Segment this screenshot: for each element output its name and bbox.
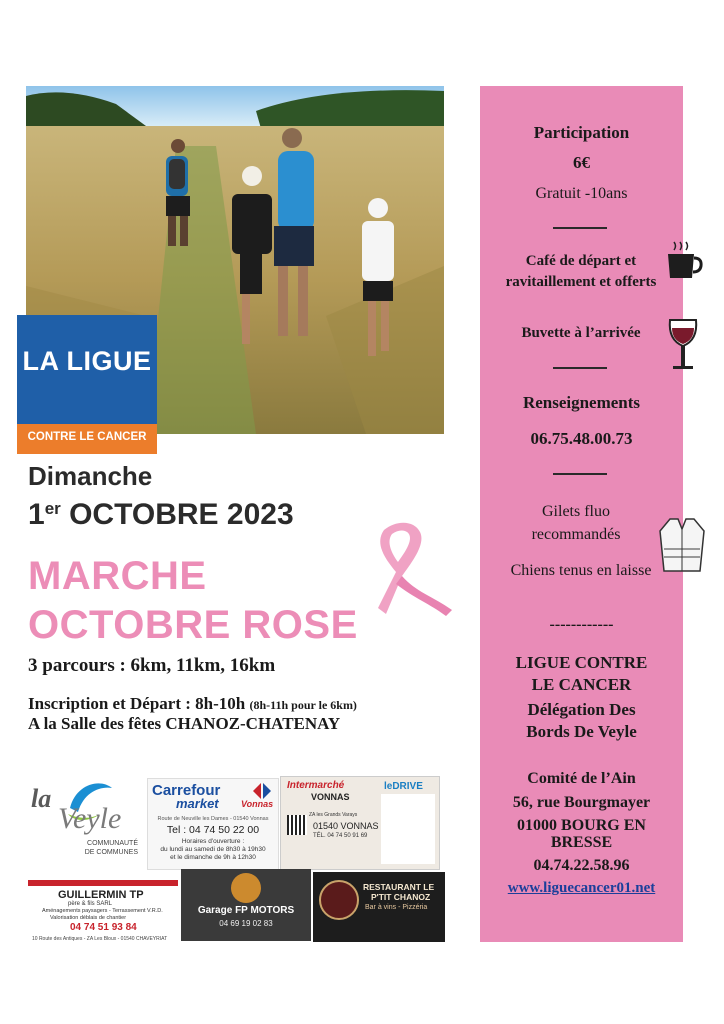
gilets-text: Gilets fluo recommandés [531, 503, 621, 543]
logo-orange-block [17, 424, 157, 454]
contact-phone: 06.75.48.00.73 [530, 429, 633, 448]
event-date [28, 498, 294, 532]
garage-logo-icon [231, 873, 261, 903]
event-title-line2: OCTOBRE ROSE [28, 603, 358, 647]
veyle-line1: COMMUNAUTÉ [87, 840, 138, 847]
carrefour-tel: Tel : 04 74 50 22 00 [166, 824, 260, 836]
chiens-text: Chiens tenus en laisse [510, 562, 652, 579]
sponsor-restaurant [313, 872, 445, 942]
sponsor-veyle [28, 774, 143, 862]
garage-tel: 04 69 19 02 83 [219, 919, 273, 928]
carrefour-address: Route de Neuville les Dames - 01540 Vonnas [157, 816, 269, 822]
coffee-cup-icon [664, 240, 704, 282]
restaurant-line2: P'TIT CHANOZ [371, 892, 431, 902]
ligue-logo [17, 315, 157, 454]
date-number: 1 [28, 498, 45, 531]
event-title-line1: MARCHE [28, 554, 207, 598]
carrefour-hours2: et le dimanche de 9h à 12h30 [170, 854, 256, 861]
restaurant-logo-icon [319, 880, 359, 920]
restaurant-line3: Bar à vins - Pizzéria [365, 904, 428, 911]
website-link[interactable]: www.liguecancer01.net [507, 880, 656, 896]
sponsor-carrefour [147, 778, 279, 870]
carrefour-hours-label: Horaires d'ouverture : [181, 838, 245, 845]
guillermin-line2: Aménagements paysagers - Terrassement V.R.D. [42, 908, 163, 914]
intermarche-name: Intermarché [287, 780, 345, 791]
inscription-note: (8h-11h pour le 6km) [249, 698, 357, 712]
date-superscript: er [44, 499, 61, 518]
garage-name: Garage FP MOTORS [197, 905, 295, 916]
guillermin-line3: Valorisation déblais de chantier [50, 915, 127, 921]
veyle-la: la [31, 784, 52, 813]
inscription-text [28, 694, 357, 714]
org-phone: 04.74.22.58.96 [533, 857, 630, 874]
location-text: A la Salle des fêtes CHANOZ-CHATENAY [28, 714, 341, 733]
renseignements-label: Renseignements [522, 393, 641, 412]
carrefour-name: Carrefour [152, 782, 221, 799]
guillermin-tel: 04 74 51 93 84 [70, 922, 137, 933]
qr-code-icon [287, 815, 307, 835]
website-container [480, 880, 683, 897]
org-line2: LE CANCER [531, 675, 632, 694]
pink-ribbon-icon [356, 522, 456, 618]
comite: Comité de l’Ain [527, 770, 636, 787]
dashes-separator: ------------ [549, 616, 614, 633]
wine-glass-icon [666, 318, 700, 374]
guillermin-name: GUILLERMIN TP [58, 889, 144, 901]
carrefour-hours1: du lundi au samedi de 8h30 à 19h30 [160, 846, 266, 853]
org-line4: Bords De Veyle [526, 722, 637, 741]
street: 56, rue Bourgmayer [512, 794, 651, 811]
carrefour-city: Vonnas [241, 799, 274, 809]
logo-sub-text: CONTRE LE CANCER [27, 431, 147, 443]
intermarche-info-panel [381, 794, 435, 864]
separator [553, 227, 607, 229]
separator [553, 473, 607, 475]
free-under-10: Gratuit -10ans [535, 185, 628, 202]
intermarche-tel: TÉL. 04 74 50 91 69 [313, 833, 368, 839]
guillermin-address: 10 Route des Antiques - ZA Les Bloux - 01540 CHAVEYRIAT [32, 936, 168, 942]
sponsor-intermarche [280, 776, 440, 870]
guillermin-sub: père & fils SARL [68, 901, 113, 907]
sponsor-guillermin [28, 880, 178, 947]
veyle-line2: DE COMMUNES [84, 849, 138, 856]
event-day: Dimanche [28, 461, 153, 491]
org-line1: LIGUE CONTRE [515, 653, 648, 672]
city-line2: BRESSE [550, 834, 613, 851]
parcours-text: 3 parcours : 6km, 11km, 16km [28, 655, 276, 676]
veyle-name: Veyle [58, 802, 122, 835]
restaurant-line1: RESTAURANT LE [363, 882, 435, 892]
intermarche-address: ZA les Grands Varays [309, 812, 358, 818]
price: 6€ [573, 153, 590, 172]
separator [553, 367, 607, 369]
logo-main-text: LA LIGUE [22, 346, 152, 376]
date-month-year: OCTOBRE 2023 [60, 498, 294, 531]
inscription-hours: Inscription et Départ : 8h-10h [28, 694, 250, 713]
cafe-text: Café de départ et ravitaillement et offerts [505, 253, 657, 290]
intermarche-postcode: 01540 VONNAS [313, 821, 379, 831]
org-line3: Délégation Des [527, 700, 636, 719]
city-line1: 01000 BOURG EN [517, 817, 646, 834]
sponsor-garage [181, 869, 311, 941]
buvette-text: Buvette à l’arrivée [521, 325, 641, 341]
intermarche-drive: leDRIVE [384, 781, 423, 792]
carrefour-market: market [176, 796, 219, 811]
participation-label: Participation [533, 123, 630, 142]
carrefour-logo-icon [252, 782, 272, 800]
intermarche-city: VONNAS [311, 792, 350, 802]
logo-blue-block [17, 315, 157, 424]
